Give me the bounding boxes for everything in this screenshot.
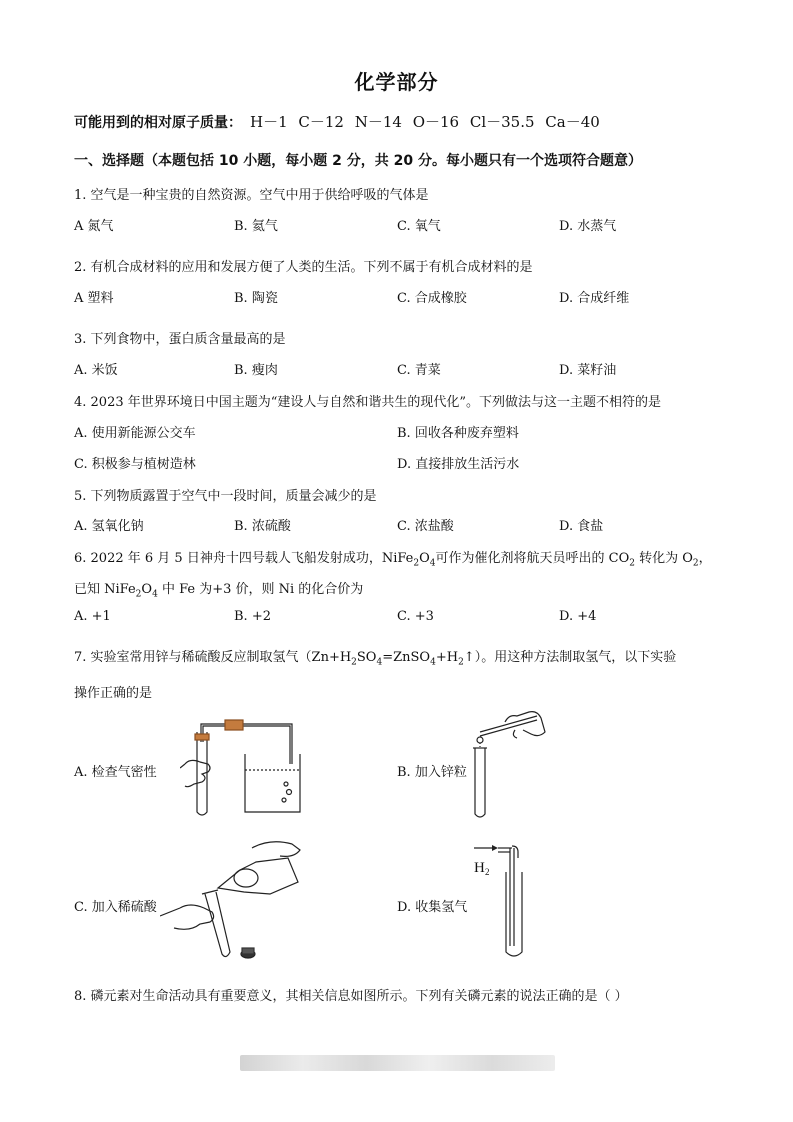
question-6-option-a: A. +1 [74, 609, 111, 624]
section-heading: 一、选择题（本题包括 10 小题，每小题 2 分，共 20 分。每小题只有一个选项符合题意） [74, 153, 642, 169]
question-1-option-a: A 氮气 [74, 219, 114, 234]
question-7-option-b: B. 加入锌粒 [397, 765, 467, 780]
question-4-stem: 4. 2023 年世界环境日中国主题为“建设人与自然和谐共生的现代化”。下列做法与这一主题不相符的是 [74, 395, 662, 410]
h2-label: H [474, 860, 485, 876]
question-5-stem: 5. 下列物质露置于空气中一段时间，质量会减少的是 [74, 489, 377, 504]
question-5-option-a: A. 氢氧化钠 [74, 519, 144, 534]
question-1-option-c: C. 氧气 [397, 219, 441, 234]
blurred-watermark [240, 1055, 555, 1071]
question-7-stem: 7. 实验室常用锌与稀硫酸反应制取氢气$(Zn+H_2SO_4=ZnSO_4+H_2↑)$。用这种方法制取氢气，以下实验 [74, 650, 677, 668]
question-4-option-d: D. 直接排放生活污水 [397, 457, 520, 472]
page-title: 化学部分 [354, 70, 439, 94]
atomic-mass-values: H－1 C－12 N－14 O－16 Cl－35.5 Ca－40 [250, 113, 600, 131]
airtightness-check-figure [180, 712, 310, 818]
adding-acid-figure [160, 836, 310, 966]
question-5-option-d: D. 食盐 [559, 519, 604, 534]
question-3-option-c: C. 青菜 [397, 363, 441, 378]
atomic-mass-label: 可能用到的相对原子质量： [74, 115, 242, 131]
question-3-option-b: B. 瘦肉 [234, 363, 278, 378]
question-6-option-b: B. +2 [234, 609, 271, 624]
question-2-option-a: A 塑料 [74, 291, 114, 306]
question-6-stem-line-2: 已知 $NiFe_2O_4$ 中 Fe 为+3 价，则 Ni 的化合价为 [74, 582, 364, 600]
question-4-option-c: C. 积极参与植树造林 [74, 457, 196, 472]
question-3-option-a: A. 米饭 [74, 363, 118, 378]
question-7-option-d: D. 收集氢气 [397, 900, 468, 915]
collecting-hydrogen-figure [470, 838, 550, 960]
question-8-stem: 8. 磷元素对生命活动具有重要意义，其相关信息如图所示。下列有关磷元素的说法正确的是（ ） [74, 989, 628, 1004]
h2-subscript: 2 [485, 867, 490, 877]
question-6-stem-line-1: 6. 2022 年 6 月 5 日神舟十四号载人飞船发射成功，$NiFe_2O_4$可作为催化剂将航天员呼出的 $CO_2$ 转化为 $O_2$， [74, 551, 712, 569]
question-3-stem: 3. 下列食物中，蛋白质含量最高的是 [74, 332, 286, 347]
adding-zinc-figure [465, 710, 555, 820]
question-7-option-a: A. 检查气密性 [74, 765, 157, 780]
question-2-stem: 2. 有机合成材料的应用和发展方便了人类的生活。下列不属于有机合成材料的是 [74, 260, 533, 275]
question-1-stem: 1. 空气是一种宝贵的自然资源。空气中用于供给呼吸的气体是 [74, 188, 429, 203]
question-6-option-d: D. +4 [559, 609, 597, 624]
question-6-option-c: C. +3 [397, 609, 434, 624]
question-1-option-d: D. 水蒸气 [559, 219, 617, 234]
question-2-option-c: C. 合成橡胶 [397, 291, 467, 306]
question-3-option-d: D. 菜籽油 [559, 363, 617, 378]
question-2-option-b: B. 陶瓷 [234, 291, 278, 306]
question-4-option-a: A. 使用新能源公交车 [74, 426, 196, 441]
question-2-option-d: D. 合成纤维 [559, 291, 630, 306]
question-7-option-c: C. 加入稀硫酸 [74, 900, 157, 915]
question-5-option-c: C. 浓盐酸 [397, 519, 454, 534]
question-1-option-b: B. 氦气 [234, 219, 278, 234]
question-4-option-b: B. 回收各种废弃塑料 [397, 426, 519, 441]
atomic-mass-line [74, 111, 600, 132]
question-7-stem-line-2: 操作正确的是 [74, 686, 153, 701]
question-5-option-b: B. 浓硫酸 [234, 519, 291, 534]
